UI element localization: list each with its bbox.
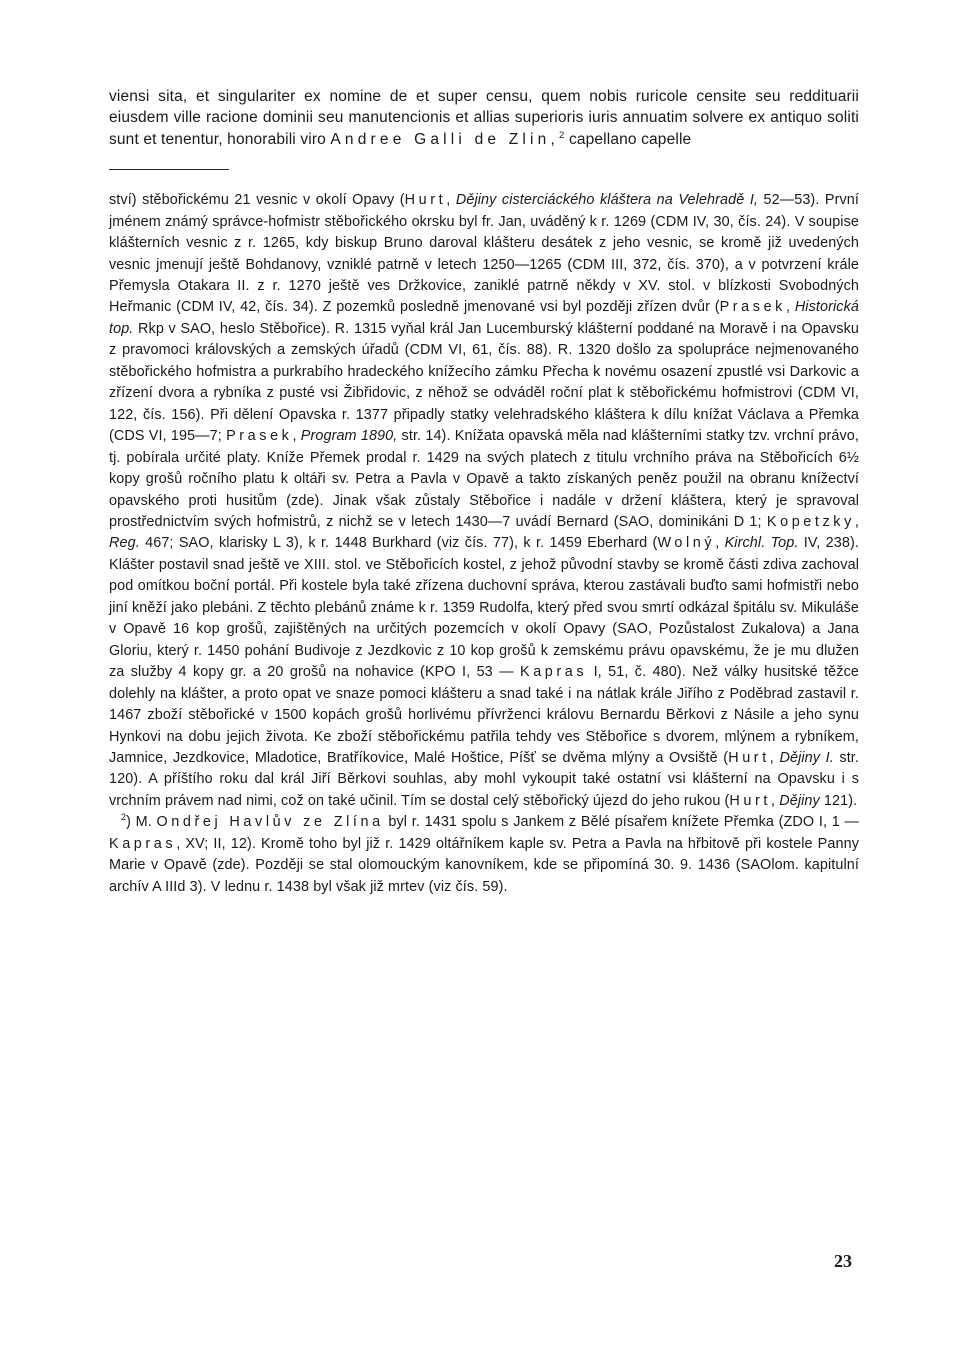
work-title: Reg. (109, 535, 140, 552)
note-text: 121). (819, 792, 858, 809)
note-text: , (292, 428, 301, 445)
page-body (109, 86, 859, 898)
note-text: str. 120). A příštího roku dal král Jiří Běrkovi souhlas, aby mohl vykoupit také ostatní vsi klášterní na Opavsku i s vrchním právem nad nimi, což on také učinil. Tím se dostal celý stěbořický újezd do jeho rukou ( (109, 750, 859, 809)
author-name: Prasek (226, 428, 293, 445)
note-text: 467; SAO, klarisky L 3), k r. 1448 Burkhard (viz čís. 77), k r. 1459 Eberhard ( (139, 535, 658, 552)
note-text: 52—53). První jménem známý správce-hofmistr stěbořického okrsku byl fr. Jan, uváděný k r. 1269 (CDM IV, 30, čís. 24). V soupise klášterních vesnic z r. 1265, kdy biskup Bruno daroval klášteru desátek z jeho vesnic, se kromě již uvedených vesnic jmenují ještě Bohdanovy, vzniklé patrně v letech 1250—1265 (CDM III, 372, čís. 370), a v potvrzení krále Přemysla Otakara II. z r. 1270 ještě ves Držkovice, zaniklé patrně někdy v XV. stol. v blízkosti Svobodných Heřmanic (CDM IV, 42, čís. 34). Z pozemků posledně jmenované vsi byl později zřízen dvůr ( (109, 192, 859, 316)
footnote-continuation (109, 190, 859, 812)
footnotes (109, 190, 859, 898)
note-text: , (771, 792, 780, 809)
author-name: Kapras (109, 835, 177, 852)
author-name: Hurt (728, 750, 770, 766)
person-name-spaced: Ondřej Havlův ze Zlína (156, 814, 384, 831)
work-title: Kirchl. Top. (724, 535, 799, 552)
note-text: IV, 238). Klášter postavil snad ještě ve XIII. stol. ve Stěbořicích kostel, z jehož původní stavby se kromě části zdiva zachoval pod omítkou boční portál. Při kostele byla také zřízena duchovní správa, kterou zastávali buďto sami hofmistři nebo jiní kněží jako plebáni. Z těchto plebánů známe k r. 1359 Rudolfa, který před svou smrtí odkázal špitálu sv. Mikuláše v Opavě 16 kop grošů, zajištěných na určitých pozemcích v okolí Opavy (SAO, Pozůstalost Zukalova) a Jana Gloriu, který r. 1450 pohání Budivoje z Jezdkovic z 10 kop grošů k zemskému právu opavskému, že je mu dlužen za služby 4 kopy gr. a 20 grošů na nohavice (KPO I, 53 — (109, 535, 859, 681)
work-title: Dějiny (779, 792, 820, 809)
author-name: Hurt (729, 792, 772, 809)
work-title: Program 1890, (300, 428, 398, 445)
page-number: 23 (834, 1251, 852, 1271)
note-text: ) M. (126, 814, 157, 831)
note-text: , (785, 299, 795, 316)
person-name-spaced: Andree Galli de Zlin, (330, 130, 560, 148)
author-name: Prasek (719, 299, 786, 316)
note-text: , (854, 514, 859, 531)
author-name: Hurt (404, 192, 447, 209)
note-text: , (769, 750, 780, 766)
work-title: Dějiny cisterciáckého kláštera na Velehradě I, (455, 192, 759, 209)
work-title: Historická top. (109, 299, 859, 337)
footnote-separator (109, 169, 229, 170)
author-name: Kopetzky (766, 514, 855, 531)
note-text: Rkp v SAO, heslo Stěbořice). R. 1315 vyňal král Jan Lucemburský klášterní poddané na Moravě i na Opavsku z pravomoci královských a zemských úřadů (CDM VI, 61, čís. 88). R. 1320 došlo za spolupráce nejmenovaného stěbořického hofmistra a purkrabího hradeckého knížecího zámku Přecha k novému osazení zpustlé vsi Darkovic a zřízení dvora a rybníka z pusté vsi Žibřidovic, z něhož se odváděl roční plat k stěbořickému hofmistrovi (CDM VI, 122, čís. 156). Při dělení Opavska r. 1377 připadly statky velehradského kláštera k dílu knížat Václava a Přemka (CDS VI, 195—7; (109, 320, 859, 445)
footnote-reference: 2 (559, 129, 565, 141)
work-title: Dějiny I. (779, 750, 834, 766)
note-text: , (446, 192, 456, 209)
latin-text-start: viensi sita, et singulariter ex nomine de et super censu, quem nobis ruricole censite seu reddituarii eiusdem ville racione dominii seu manutencionis et allias superioris iuris annuatim solvere ex antiquo soliti sunt et tenentur, honorabili viro (109, 88, 859, 148)
author-name: Wolný (657, 535, 716, 552)
footnote-2 (109, 812, 859, 898)
latin-charter-text (109, 86, 859, 150)
note-text: byl r. 1431 spolu s Jankem z Bělé písařem knížete Přemka (ZDO I, 1 — (383, 814, 859, 831)
latin-text-end: capellano capelle (564, 130, 692, 148)
note-text: , XV; II, 12). Kromě toho byl již r. 1429 oltářníkem kaple sv. Petra a Pavla na hřbitově při kostele Panny Marie v Opavě (zde). Později se stal olomouckým kanovníkem, kde se připomíná 30. 9. 1436 (SAOlom. kapitulní archív A IIId 3). V lednu r. 1438 byl však již mrtev (viz čís. 59). (109, 835, 859, 895)
author-name: Kapras (520, 664, 588, 681)
note-text: str. 14). Knížata opavská měla nad klášterními statky tzv. vrchní právo, tj. pobírala určité platy. Kníže Přemek prodal r. 1429 na svých platech z titulu vrchního práva na Stěbořicích 6½ kopy grošů ročního platu k oltáři sv. Petra a Pavla v Opavě a takto získaných peněz použil na obranu knížectví opavského proti husitům (zde). Jinak však zůstaly Stěbořice i nadále v držení kláštera, který je spravoval prostřednictvím svých hofmistrů, z nichž se v letech 1430—7 uvádí Bernard (SAO, dominikáni D 1; (109, 428, 859, 531)
note-text: ství) stěbořickému 21 vesnic v okolí Opavy ( (109, 192, 405, 209)
footnote-marker: 2 (121, 812, 127, 823)
note-text: I, 51, č. 480). Než války husitské těžce dolehly na klášter, a proto opat ve snaze pomoci klášteru a snad také i na nátlak krále Jiřího z Poděbrad zastavil r. 1467 zboží stěbořické v 1500 kopách grošů horlivému přívrženci královu Bernardu Běrkovi z Násile a jeho synu Hynkovi na dobu jejich života. Ke zboží stěbořickému patřila tehdy ves Stěbořice s dvorem, mlýnem a rybníkem, Jamnice, Jezdkovice, Mladotice, Bratříkovice, Malé Hoštice, Píšť se dvěma mlýny a Ovsiště ( (109, 664, 859, 766)
note-text: , (715, 535, 725, 552)
